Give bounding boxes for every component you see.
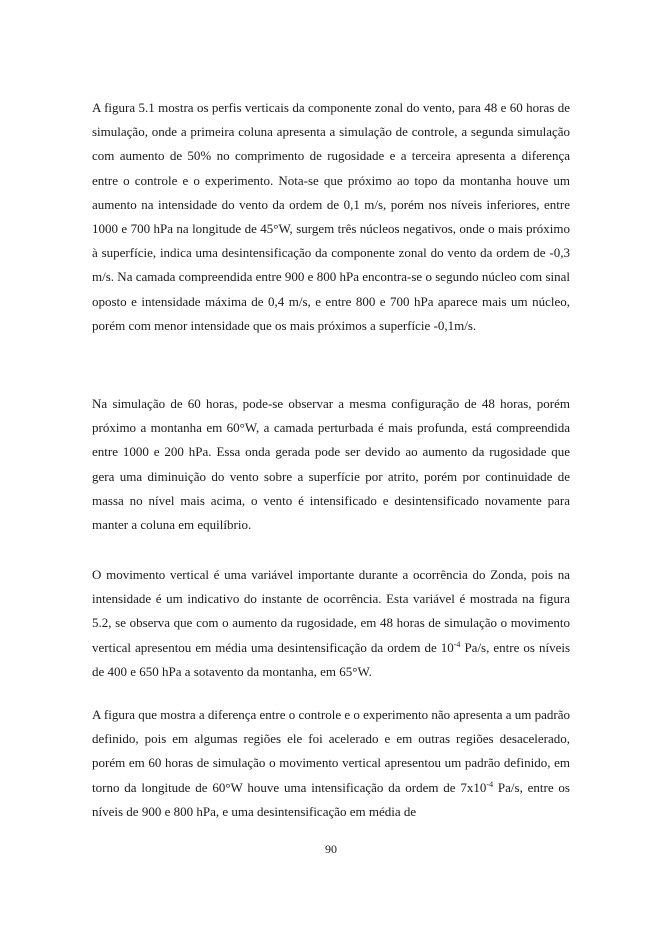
paragraph-text-segment: Pa/s, entre os níveis de 400 e 650 hPa a sotavento da montanha, em 65°W. [92,639,571,679]
paragraph-text-segment: A figura que mostra a diferença entre o controle e o experimento não apresenta a um padrão definido, pois em algumas regiões ele foi acelerado e em outras regiões desacelerado, porém em 60 horas de simulação o movimento vertical apresentou um padrão definido, em torno da longitude de 60°W houve uma intensificação da ordem de 7x10 [92,707,570,795]
exponent: -4 [486,779,494,789]
paragraph-control-vs-experiment [92,703,570,824]
page-number: 90 [325,842,337,856]
paragraph-vertical-motion [92,563,570,684]
paragraph-text-segment: O movimento vertical é uma variável importante durante a ocorrência do Zonda, pois na intensidade é um indicativo do instante de ocorrência. Esta variável é mostrada na figura 5.2, se observa que com o aumento da rugosidade, em 48 horas de simulação o movimento vertical apresentou em média uma desintensificação da ordem de 10 [92,567,570,655]
paragraph-text-segment: Pa/s, entre os níveis de 900 e 800 hPa, e uma desintensificação em média de [92,779,570,819]
paragraph-60-hour-simulation: Na simulação de 60 horas, pode-se observar a mesma configuração de 48 horas, porém próximo a montanha em 60°W, a camada perturbada é mais profunda, está compreendida entre 1000 e 200 hPa. Essa onda gerada pode ser devido ao aumento da rugosidade que gera uma diminuição do vento sobre a superfície por atrito, porém por continuidade de massa no nível mais acima, o vento é intensificado e desintensificado novamente para manter a coluna em equilíbrio. [92,396,570,533]
exponent: -4 [453,639,461,649]
paragraph-zonal-wind-profiles: A figura 5.1 mostra os perfis verticais da componente zonal do vento, para 48 e 60 horas de simulação, onde a primeira coluna apresenta a simulação de controle, a segunda simulação com aumento de 50% no comprimento de rugosidade e a terceira apresenta a diferença entre o controle e o experimento. Nota-se que próximo ao topo da montanha houve um aumento na intensidade do vento da ordem de 0,1 m/s, porém nos níveis inferiores, entre 1000 e 700 hPa na longitude de 45°W, surgem três núcleos negativos, onde o mais próximo à superfície, indica uma desintensificação da componente zonal do vento da ordem de -0,3 m/s. Na camada compreendida entre 900 e 800 hPa encontra-se o segundo núcleo com sinal oposto e intensidade máxima de 0,4 m/s, e entre 800 e 700 hPa aparece mais um núcleo, porém com menor intensidade que os mais próximos a superfície -0,1m/s. [92,100,570,333]
